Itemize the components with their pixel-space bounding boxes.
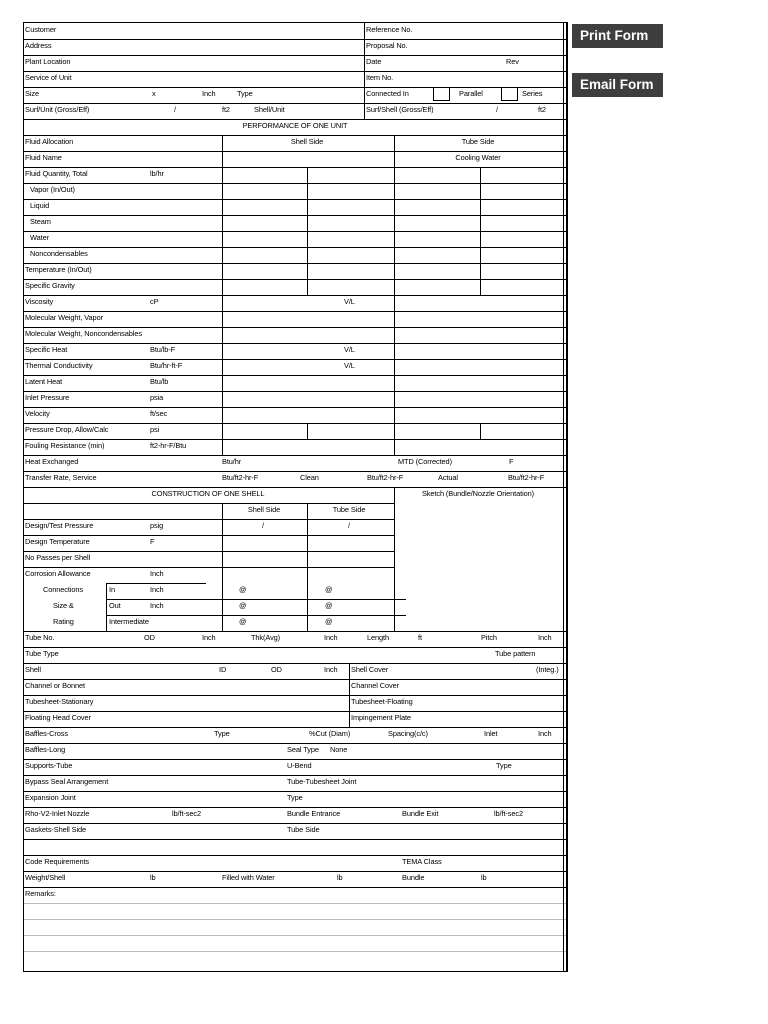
- section-construction: CONSTRUCTION OF ONE SHELL: [151, 489, 265, 498]
- label-weight-shell: Weight/Shell: [25, 873, 66, 882]
- label-inch: Inch: [538, 729, 552, 738]
- label-supports-tube: Supports-Tube: [25, 761, 73, 770]
- label-slash: /: [262, 521, 264, 530]
- label-length: Length: [367, 633, 390, 642]
- label-series: Series: [522, 89, 543, 98]
- label-psi: psi: [150, 425, 160, 434]
- sheet-edge: [563, 22, 567, 971]
- label-at: @: [239, 585, 247, 594]
- label-thermal-cond: Thermal Conductivity: [25, 361, 93, 370]
- label-btu-hr: Btu/hr: [222, 457, 242, 466]
- label-shell-unit: Shell/Unit: [254, 105, 285, 114]
- label-remarks: Remarks:: [25, 889, 56, 898]
- label-slash: /: [348, 521, 350, 530]
- label-parallel: Parallel: [459, 89, 483, 98]
- label-integ: (Integ.): [536, 665, 559, 674]
- label-channel-cover: Channel Cover: [351, 681, 399, 690]
- label-f: F: [509, 457, 514, 466]
- label-inch: Inch: [150, 601, 164, 610]
- label-ft2: ft2: [222, 105, 230, 114]
- label-btu-ft2hrf: Btu/ft2-hr-F: [508, 473, 545, 482]
- label-specific-heat: Specific Heat: [25, 345, 68, 354]
- label-none: None: [330, 745, 348, 754]
- label-shell: Shell: [25, 665, 41, 674]
- label-floating-head-cover: Floating Head Cover: [25, 713, 91, 722]
- label-inch: Inch: [150, 569, 164, 578]
- label-velocity: Velocity: [25, 409, 50, 418]
- label-at: @: [325, 585, 333, 594]
- label-fouling: Fouling Resistance (min): [25, 441, 105, 450]
- label-at: @: [325, 617, 333, 626]
- label-shell-side: Shell Side: [290, 137, 324, 146]
- label-mw-vapor: Molecular Weight, Vapor: [25, 313, 103, 322]
- label-bundle-exit: Bundle Exit: [402, 809, 439, 818]
- label-plant-location: Plant Location: [25, 57, 71, 66]
- label-btu-lbf: Btu/lb-F: [150, 345, 176, 354]
- label-vl: V/L: [344, 345, 355, 354]
- label-pitch: Pitch: [481, 633, 497, 642]
- label-lb-ft-sec2: lb/ft-sec2: [172, 809, 201, 818]
- label-gaskets: Gaskets-Shell Side: [25, 825, 87, 834]
- label-cp: cP: [150, 297, 159, 306]
- label-tema-class: TEMA Class: [402, 857, 442, 866]
- label-f: F: [150, 537, 155, 546]
- label-corrosion: Corrosion Allowance: [25, 569, 91, 578]
- label-inch: Inch: [324, 665, 338, 674]
- label-bypass: Bypass Seal Arrangement: [25, 777, 109, 786]
- label-bundle-entrance: Bundle Entrance: [287, 809, 341, 818]
- label-at: @: [239, 601, 247, 610]
- label-btu-ft2hrf: Btu/ft2-hr-F: [367, 473, 404, 482]
- label-code-req: Code Requirements: [25, 857, 90, 866]
- label-transfer-rate: Transfer Rate, Service: [25, 473, 97, 482]
- label-liquid: Liquid: [30, 201, 50, 210]
- label-intermediate: Intermediate: [109, 617, 149, 626]
- email-form-button[interactable]: Email Form: [572, 73, 663, 97]
- label-inch: Inch: [538, 633, 552, 642]
- label-x: x: [152, 89, 156, 98]
- label-in: In: [109, 585, 115, 594]
- label-inch: Inch: [324, 633, 338, 642]
- label-tube-pattern: Tube pattern: [495, 649, 536, 658]
- label-noncondensables: Noncondensables: [30, 249, 88, 258]
- label-surf-shell: Surf/Shell (Gross/Eff): [366, 105, 434, 114]
- label-seal-type: Seal Type: [287, 745, 319, 754]
- label-latent-heat: Latent Heat: [25, 377, 63, 386]
- label-ft: ft: [418, 633, 422, 642]
- label-tube-side: Tube Side: [461, 137, 495, 146]
- section-performance: PERFORMANCE OF ONE UNIT: [242, 121, 348, 130]
- label-rho-v2: Rho-V2-Inlet Nozzle: [25, 809, 90, 818]
- label-no-passes: No Passes per Shell: [25, 553, 91, 562]
- label-specific-gravity: Specific Gravity: [25, 281, 75, 290]
- label-vapor: Vapor (In/Out): [30, 185, 75, 194]
- label-filled-water: Filled with Water: [222, 873, 275, 882]
- label-channel-bonnet: Channel or Bonnet: [25, 681, 85, 690]
- label-at: @: [239, 617, 247, 626]
- label-slash: /: [496, 105, 498, 114]
- label-tubesheet-stationary: Tubesheet-Stationary: [25, 697, 94, 706]
- label-sketch: Sketch (Bundle/Nozzle Orientation): [421, 489, 535, 498]
- label-tube-side: Tube Side: [332, 505, 366, 514]
- label-item-no: Item No.: [366, 73, 394, 82]
- label-heat-exchanged: Heat Exchanged: [25, 457, 79, 466]
- label-fouling-unit: ft2-hr-F/Btu: [150, 441, 187, 450]
- value-cooling-water: Cooling Water: [455, 153, 501, 162]
- label-baffles-cross: Baffles-Cross: [25, 729, 68, 738]
- label-psia: psia: [150, 393, 164, 402]
- label-vl: V/L: [344, 361, 355, 370]
- label-btu-hrftf: Btu/hr-ft-F: [150, 361, 183, 370]
- label-out: Out: [109, 601, 121, 610]
- series-checkbox[interactable]: [501, 87, 518, 101]
- label-clean: Clean: [300, 473, 319, 482]
- label-inch: Inch: [202, 89, 216, 98]
- label-tube-type: Tube Type: [25, 649, 59, 658]
- label-type: Type: [496, 761, 512, 770]
- label-lb-ft-sec2: lb/ft-sec2: [494, 809, 523, 818]
- label-actual: Actual: [438, 473, 458, 482]
- label-u-bend: U-Bend: [287, 761, 312, 770]
- label-fluid-allocation: Fluid Allocation: [25, 137, 74, 146]
- label-btu-ft2hrf: Btu/ft2-hr-F: [222, 473, 259, 482]
- label-connected-in: Connected In: [366, 89, 409, 98]
- label-pressure-drop: Pressure Drop, Allow/Calc: [25, 425, 109, 434]
- print-form-button[interactable]: Print Form: [572, 24, 663, 48]
- label-inlet-pressure: Inlet Pressure: [25, 393, 70, 402]
- label-tube-no: Tube No.: [25, 633, 55, 642]
- label-connections: Connections: [43, 585, 83, 594]
- label-spacing: Spacing(c/c): [388, 729, 428, 738]
- label-steam: Steam: [30, 217, 51, 226]
- label-type: Type: [237, 89, 253, 98]
- label-vl: V/L: [344, 297, 355, 306]
- label-reference-no: Reference No.: [366, 25, 413, 34]
- connected-checkbox[interactable]: [433, 87, 450, 101]
- label-address: Address: [25, 41, 52, 50]
- label-shell-side: Shell Side: [247, 505, 281, 514]
- label-baffles-long: Baffles-Long: [25, 745, 66, 754]
- label-ft-sec: ft/sec: [150, 409, 168, 418]
- label-inch: Inch: [150, 585, 164, 594]
- label-design-test-pressure: Design/Test Pressure: [25, 521, 94, 530]
- label-psig: psig: [150, 521, 164, 530]
- label-customer: Customer: [25, 25, 57, 34]
- label-temperature: Temperature (In/Out): [25, 265, 92, 274]
- label-od: OD: [144, 633, 155, 642]
- label-design-temperature: Design Temperature: [25, 537, 90, 546]
- label-ft2: ft2: [538, 105, 546, 114]
- label-slash: /: [174, 105, 176, 114]
- label-mtd: MTD (Corrected): [398, 457, 452, 466]
- label-fluid-name: Fluid Name: [25, 153, 62, 162]
- label-shell-cover: Shell Cover: [351, 665, 389, 674]
- label-size-and: Size &: [53, 601, 74, 610]
- label-lb: lb: [150, 873, 156, 882]
- label-tubesheet-floating: Tubesheet-Floating: [351, 697, 413, 706]
- label-mw-noncond: Molecular Weight, Noncondensables: [25, 329, 142, 338]
- label-inch: Inch: [202, 633, 216, 642]
- label-tube-side: Tube Side: [287, 825, 320, 834]
- label-service-of-unit: Service of Unit: [25, 73, 72, 82]
- label-viscosity: Viscosity: [25, 297, 54, 306]
- label-lb-hr: lb/hr: [150, 169, 164, 178]
- label-od: OD: [271, 665, 282, 674]
- label-id: ID: [219, 665, 227, 674]
- label-type: Type: [214, 729, 230, 738]
- label-proposal-no: Proposal No.: [366, 41, 408, 50]
- label-impingement-plate: Impingement Plate: [351, 713, 411, 722]
- label-date: Date: [366, 57, 382, 66]
- label-at: @: [325, 601, 333, 610]
- label-surf-unit: Surf/Unit (Gross/Eff): [25, 105, 90, 114]
- label-inlet: Inlet: [484, 729, 498, 738]
- label-type: Type: [287, 793, 303, 802]
- label-btu-lb: Btu/lb: [150, 377, 169, 386]
- label-pct-cut: %Cut (Diam): [309, 729, 351, 738]
- label-bundle: Bundle: [402, 873, 425, 882]
- label-tube-tubesheet-joint: Tube-Tubesheet Joint: [287, 777, 357, 786]
- label-lb: lb: [481, 873, 487, 882]
- label-rev: Rev: [506, 57, 519, 66]
- label-expansion-joint: Expansion Joint: [25, 793, 76, 802]
- label-thk-avg: Thk(Avg): [251, 633, 281, 642]
- label-lb: lb: [337, 873, 343, 882]
- label-rating: Rating: [53, 617, 74, 626]
- label-size: Size: [25, 89, 39, 98]
- label-water: Water: [30, 233, 49, 242]
- label-fluid-quantity: Fluid Quantity, Total: [25, 169, 88, 178]
